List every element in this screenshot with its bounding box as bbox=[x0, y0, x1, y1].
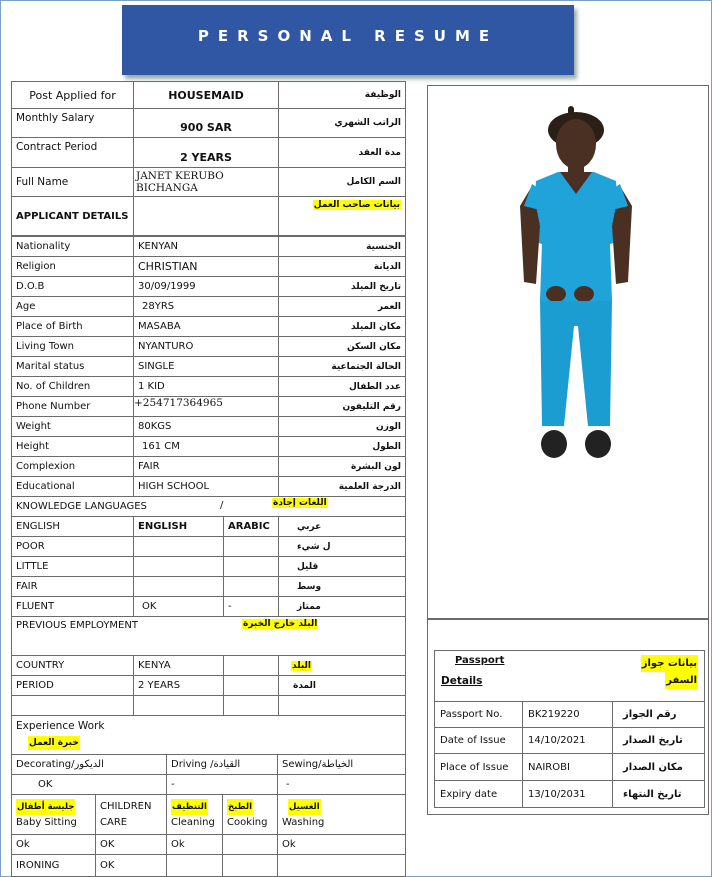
detail-row bbox=[12, 477, 406, 497]
language-level: LITTLE bbox=[12, 557, 134, 577]
languages-header bbox=[12, 497, 406, 517]
detail-label-ar: العمر bbox=[279, 297, 406, 317]
passport-label-ar: رقم الجواز bbox=[613, 702, 705, 728]
country-empty bbox=[224, 656, 279, 676]
detail-value: SINGLE bbox=[134, 357, 279, 377]
resume-title: PERSONAL RESUME bbox=[197, 27, 499, 45]
applicant-details-label: APPLICANT DETAILS bbox=[12, 197, 134, 236]
washing-value: Ok bbox=[278, 835, 406, 855]
passport-label: Expiry date bbox=[435, 781, 523, 808]
detail-row bbox=[12, 317, 406, 337]
detail-label: Educational bbox=[12, 477, 134, 497]
detail-value: 161 CM bbox=[134, 437, 279, 457]
cleaning-value: Ok bbox=[167, 835, 223, 855]
name-value-line2: BICHANGA bbox=[136, 182, 198, 194]
children-label-1: CHILDREN bbox=[100, 800, 152, 812]
employment-header bbox=[12, 617, 406, 656]
children-label-2: CARE bbox=[100, 816, 128, 828]
cleaning-label-ar: التنظيف bbox=[171, 799, 208, 815]
detail-row bbox=[12, 277, 406, 297]
language-arabic: - bbox=[224, 597, 279, 617]
language-level: FLUENT bbox=[12, 597, 134, 617]
language-level: FAIR bbox=[12, 577, 134, 597]
detail-value: +254717364965 bbox=[134, 397, 279, 417]
detail-label: No. of Children bbox=[12, 377, 134, 397]
detail-label-ar: الحالة الجتماعية bbox=[279, 357, 406, 377]
passport-value: BK219220 bbox=[523, 702, 613, 728]
babysit-label-ar: جليسة أطفال bbox=[16, 799, 75, 815]
language-arabic bbox=[224, 557, 279, 577]
country-ar-cell bbox=[279, 656, 406, 676]
language-english bbox=[134, 577, 224, 597]
detail-label-ar: لون البشرة bbox=[279, 457, 406, 477]
detail-label: Marital status bbox=[12, 357, 134, 377]
cleaning-cell bbox=[167, 795, 223, 835]
detail-row bbox=[12, 457, 406, 477]
contract-label: Contract Period bbox=[12, 138, 134, 168]
driving-label: Driving /القيادة bbox=[167, 755, 278, 775]
passport-value: NAIROBI bbox=[523, 754, 613, 781]
ironing-blank bbox=[223, 855, 278, 877]
detail-label-ar: الطول bbox=[279, 437, 406, 457]
cooking-value bbox=[223, 835, 278, 855]
language-level-ar: ممتاز bbox=[279, 597, 406, 617]
decorating-value: OK bbox=[12, 775, 167, 795]
detail-label-ar: مكان السكن bbox=[279, 337, 406, 357]
washing-label-ar: الغسيل bbox=[288, 799, 321, 815]
detail-value: CHRISTIAN bbox=[134, 257, 279, 277]
detail-label-ar: الدرجة العلمية bbox=[279, 477, 406, 497]
name-label: Full Name bbox=[12, 168, 134, 197]
detail-value: 80KGS bbox=[134, 417, 279, 437]
detail-label: Weight bbox=[12, 417, 134, 437]
decorating-label: Decorating/الديكور bbox=[12, 755, 167, 775]
period-label: PERIOD bbox=[12, 676, 134, 696]
detail-value: FAIR bbox=[134, 457, 279, 477]
experience-table bbox=[11, 715, 406, 877]
experience-header-label: Experience Work bbox=[16, 720, 105, 732]
language-level-ar: قليل bbox=[279, 557, 406, 577]
detail-label-ar: رقم التليفون bbox=[279, 397, 406, 417]
employment-header-label: PREVIOUS EMPLOYMENT bbox=[16, 620, 138, 631]
detail-row bbox=[12, 297, 406, 317]
sewing-label: Sewing/الخياطة bbox=[278, 755, 406, 775]
language-row bbox=[12, 537, 406, 557]
detail-label: Place of Birth bbox=[12, 317, 134, 337]
ironing-blank bbox=[278, 855, 406, 877]
washing-cell bbox=[278, 795, 406, 835]
ironing-blank bbox=[167, 855, 223, 877]
salary-label-ar: الراتب الشهري bbox=[279, 109, 406, 138]
detail-value: NYANTURO bbox=[134, 337, 279, 357]
detail-value: 28YRS bbox=[134, 297, 279, 317]
salary-label: Monthly Salary bbox=[12, 109, 134, 138]
detail-value: MASABA bbox=[134, 317, 279, 337]
detail-row bbox=[12, 357, 406, 377]
passport-header bbox=[435, 651, 705, 702]
contract-value: 2 YEARS bbox=[134, 138, 279, 168]
language-level-ar: ل شيء bbox=[279, 537, 406, 557]
detail-label: Age bbox=[12, 297, 134, 317]
detail-label-ar: الوزن bbox=[279, 417, 406, 437]
passport-label: Place of Issue bbox=[435, 754, 523, 781]
washing-label: Washing bbox=[282, 816, 325, 828]
detail-label: D.O.B bbox=[12, 277, 134, 297]
detail-row bbox=[12, 417, 406, 437]
detail-row bbox=[12, 337, 406, 357]
applicant-details-empty bbox=[134, 197, 279, 236]
job-table bbox=[11, 81, 406, 236]
language-row bbox=[12, 577, 406, 597]
post-value: HOUSEMAID bbox=[134, 82, 279, 109]
detail-label: Complexion bbox=[12, 457, 134, 477]
period-empty bbox=[224, 676, 279, 696]
passport-header-ar-2: السفر bbox=[665, 672, 698, 689]
languages-table bbox=[11, 496, 406, 617]
detail-row bbox=[12, 397, 406, 417]
cleaning-label: Cleaning bbox=[171, 816, 215, 828]
language-english bbox=[134, 537, 224, 557]
ironing-label: IRONING bbox=[12, 855, 96, 877]
detail-label: Phone Number bbox=[12, 397, 134, 417]
language-arabic bbox=[224, 577, 279, 597]
period-value: 2 YEARS bbox=[134, 676, 224, 696]
detail-value: HIGH SCHOOL bbox=[134, 477, 279, 497]
experience-header bbox=[12, 716, 406, 755]
detail-label-ar: مكان الميلد bbox=[279, 317, 406, 337]
detail-row bbox=[12, 377, 406, 397]
passport-value: 14/10/2021 bbox=[523, 728, 613, 754]
passport-row bbox=[435, 781, 705, 808]
employment-blank bbox=[224, 696, 279, 716]
detail-label: Height bbox=[12, 437, 134, 457]
cooking-label-ar: الطبخ bbox=[227, 799, 253, 815]
ironing-value: OK bbox=[96, 855, 167, 877]
detail-value: KENYAN bbox=[134, 237, 279, 257]
babysit-cell bbox=[12, 795, 96, 835]
applicant-details-ar: بيانات صاحب العمل bbox=[313, 200, 400, 210]
period-label-ar: المدة bbox=[279, 676, 406, 696]
detail-label: Religion bbox=[12, 257, 134, 277]
children-cell bbox=[96, 795, 167, 835]
detail-row bbox=[12, 257, 406, 277]
passport-header-ar-1: بيانات جواز bbox=[641, 655, 698, 672]
language-row bbox=[12, 557, 406, 577]
language-english: OK bbox=[134, 597, 224, 617]
languages-header-ar: اللغات إجادة bbox=[273, 498, 327, 508]
passport-frame bbox=[427, 619, 709, 815]
language-level: POOR bbox=[12, 537, 134, 557]
languages-col-arabic: ARABIC bbox=[224, 517, 279, 537]
passport-label-ar: مكان الصدار bbox=[613, 754, 705, 781]
children-value: OK bbox=[96, 835, 167, 855]
passport-label: Date of Issue bbox=[435, 728, 523, 754]
detail-label-ar: عدد الطفال bbox=[279, 377, 406, 397]
detail-row bbox=[12, 437, 406, 457]
detail-value: 1 KID bbox=[134, 377, 279, 397]
passport-header-label-1: Passport bbox=[455, 655, 505, 666]
contract-label-ar: مدة العقد bbox=[279, 138, 406, 168]
detail-label: Nationality bbox=[12, 237, 134, 257]
languages-col-english: ENGLISH bbox=[134, 517, 224, 537]
detail-row bbox=[12, 237, 406, 257]
employment-table bbox=[11, 616, 406, 716]
passport-header-label-2: Details bbox=[441, 675, 483, 687]
post-label: Post Applied for bbox=[12, 82, 134, 109]
photo-frame bbox=[427, 85, 709, 619]
languages-col-label: ENGLISH bbox=[12, 517, 134, 537]
languages-col-ar: عربي bbox=[279, 517, 406, 537]
babysit-value: Ok bbox=[12, 835, 96, 855]
passport-label: Passport No. bbox=[435, 702, 523, 728]
employment-blank bbox=[12, 696, 134, 716]
name-label-ar: السم الكامل bbox=[279, 168, 406, 197]
language-arabic bbox=[224, 537, 279, 557]
employment-blank bbox=[279, 696, 406, 716]
passport-row bbox=[435, 702, 705, 728]
salary-value: 900 SAR bbox=[134, 109, 279, 138]
applicant-photo bbox=[428, 86, 708, 618]
cooking-label: Cooking bbox=[227, 816, 268, 828]
sewing-value: - bbox=[278, 775, 406, 795]
employment-blank bbox=[134, 696, 224, 716]
passport-label-ar: تاريخ النتهاء bbox=[613, 781, 705, 808]
applicant-details-ar-cell bbox=[279, 197, 406, 236]
detail-label-ar: الديانة bbox=[279, 257, 406, 277]
passport-table bbox=[434, 650, 705, 808]
country-value: KENYA bbox=[134, 656, 224, 676]
post-label-ar: الوظيفة bbox=[279, 82, 406, 109]
cooking-cell bbox=[223, 795, 278, 835]
resume-title-banner bbox=[122, 5, 574, 75]
passport-row bbox=[435, 754, 705, 781]
languages-header-label: KNOWLEDGE LANGUAGES bbox=[16, 501, 147, 512]
country-label-ar: البلد bbox=[292, 661, 312, 671]
country-label: COUNTRY bbox=[12, 656, 134, 676]
detail-value: 30/09/1999 bbox=[134, 277, 279, 297]
language-row bbox=[12, 597, 406, 617]
detail-label: Living Town bbox=[12, 337, 134, 357]
driving-value: - bbox=[167, 775, 278, 795]
detail-label-ar: الجنسية bbox=[279, 237, 406, 257]
language-english bbox=[134, 557, 224, 577]
language-level-ar: وسط bbox=[279, 577, 406, 597]
languages-header-slash: / bbox=[220, 500, 224, 511]
name-value bbox=[134, 168, 279, 197]
employment-header-ar: البلد خارج الخبرة bbox=[243, 619, 318, 629]
experience-header-ar: خبرة العمل bbox=[29, 738, 79, 748]
detail-label-ar: تاريخ الميلد bbox=[279, 277, 406, 297]
passport-header-ar bbox=[641, 655, 698, 689]
name-value-line1: JANET KERUBO bbox=[136, 170, 224, 182]
passport-row bbox=[435, 728, 705, 754]
passport-label-ar: تاريخ الصدار bbox=[613, 728, 705, 754]
passport-value: 13/10/2031 bbox=[523, 781, 613, 808]
personal-details-table bbox=[11, 236, 406, 497]
babysit-label: Baby Sitting bbox=[16, 816, 77, 828]
